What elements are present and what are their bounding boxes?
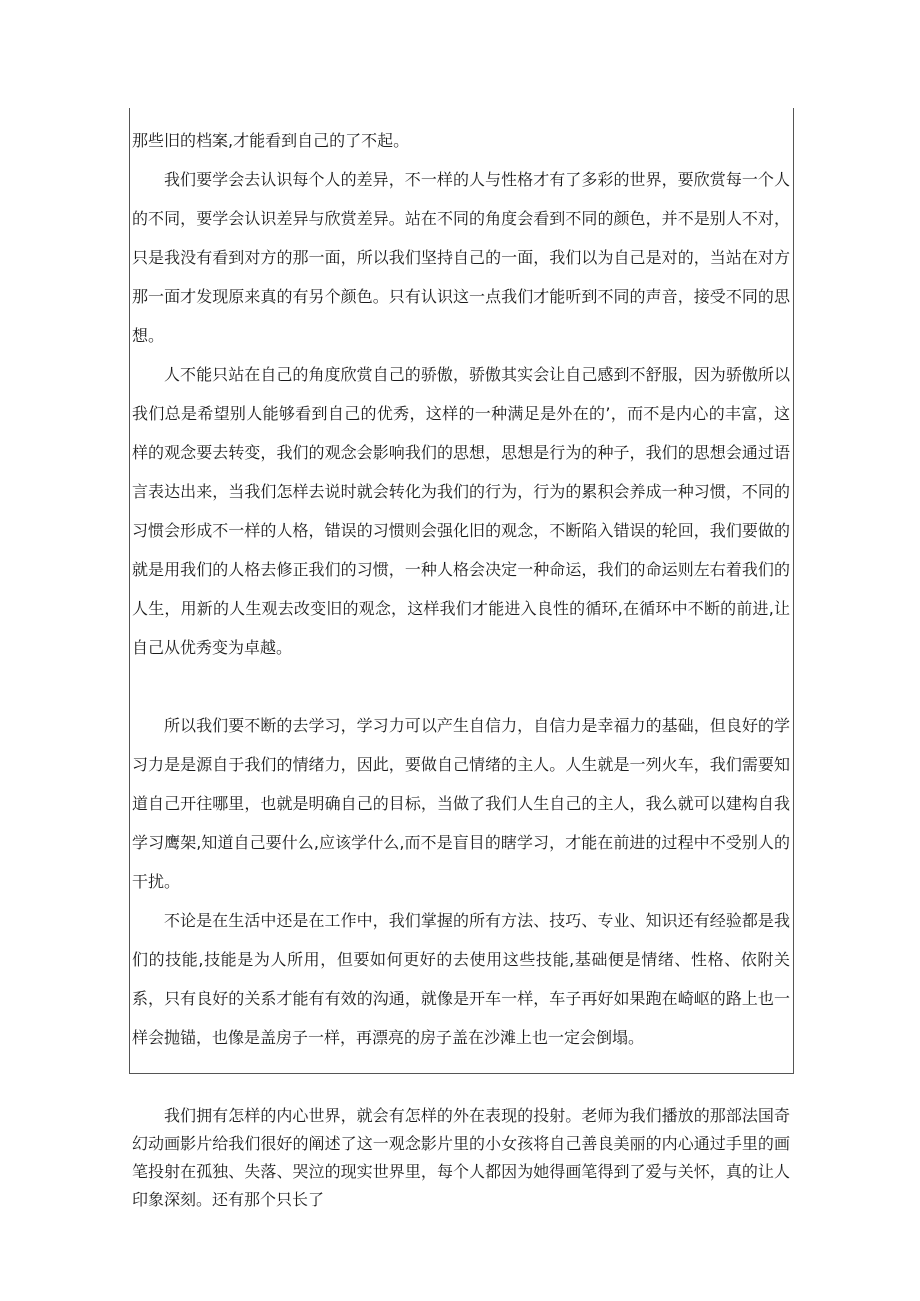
paragraph-pride: 人不能只站在自己的角度欣赏自己的骄傲，骄傲其实会让自己感到不舒服，因为骄傲所以我们总是希望别人能够看到自己的优秀，这样的一种满足是外在的’，而不是内心的丰富，这样的观念要去转变，我们的观念会影响我们的思想，思想是行为的种子，我们的思想会通过语言表达出来，当我们怎样去说时就会转化为我们的行为，行为的累积会养成一种习惯，不同的习惯会形成不一样的人格，错误的习惯则会强化旧的观念，不断陷入错误的轮回，我们要做的就是用我们的人格去修正我们的习惯，一种人格会决定一种命运，我们的命运则左右着我们的人生，用新的人生观去改变旧的观念，这样我们才能进入良性的循环,在循环中不断的前进,让自己从优秀变为卓越。: [132, 365, 790, 657]
paragraph-skills: 不论是在生活中还是在工作中，我们掌握的所有方法、技巧、专业、知识还有经验都是我们的技能,技能是为人所用，但要如何更好的去使用这些技能,基础便是情绪、性格、依附关系，只有良好的关系才能有有效的沟通，就像是开车一样，车子再好如果跑在崎岖的路上也一样会抛锚，也像是盖房子一样，再漂亮的房子盖在沙滩上也一定会倒塌。: [132, 911, 790, 1047]
paragraph-continuation: 那些旧的档案,才能看到自己的了不起。: [132, 131, 410, 150]
paragraph-learning: 所以我们要不断的去学习，学习力可以产生自信力，自信力是幸福力的基础，但良好的学习力是是源自于我们的情绪力，因此，要做自己情绪的主人。人生就是一列火车，我们需要知道自己开往哪里，也就是明确自己的目标，当做了我们人生自己的主人，我么就可以建构自我学习鹰架,知道自己要什么,应该学什么,而不是盲目的瞎学习，才能在前进的过程中不受别人的干扰。: [132, 716, 790, 891]
paragraph-differences: 我们要学会去认识每个人的差异，不一样的人与性格才有了多彩的世界，要欣赏每一个人的不同，要学会认识差异与欣赏差异。站在不同的角度会看到不同的颜色，并不是别人不对，只是我没有看到对方的那一面，所以我们坚持自己的一面，我们以为自己是对的，当站在对方那一面才发现原来真的有另个颜色。只有认识这一点我们才能听到不同的声音，接受不同的思想。: [132, 170, 790, 345]
paragraph-inner-world: 我们拥有怎样的内心世界，就会有怎样的外在表现的投射。老师为我们播放的那部法国奇幻动画影片给我们很好的阐述了这一观念影片里的小女孩将自己善良美丽的内心通过手里的画笔投射在孤独、失落、哭泣的现实世界里，每个人都因为她得画笔得到了爱与关怀，真的让人印象深刻。还有那个只长了: [132, 1106, 790, 1209]
